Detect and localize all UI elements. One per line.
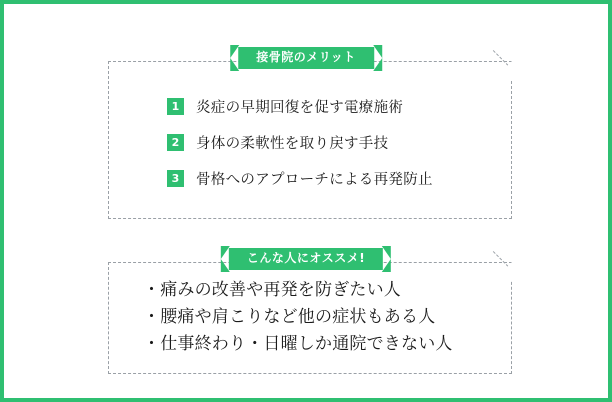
list-item	[167, 89, 493, 123]
list-item	[167, 161, 493, 195]
folded-corner-icon	[492, 62, 511, 81]
merit-item-label: 炎症の早期回復を促す電療施術	[196, 99, 404, 116]
merit-banner	[230, 45, 382, 71]
list-item: ・仕事終わり・日曜しか通院できない人	[143, 333, 453, 354]
recommend-list	[143, 277, 497, 358]
poster-inner	[4, 4, 608, 398]
recommend-card	[108, 262, 512, 374]
merit-list	[167, 89, 493, 197]
ribbon-tail-right-icon	[382, 246, 391, 272]
merit-item-label: 身体の柔軟性を取り戻す手技	[196, 135, 389, 152]
merit-banner-label: 接骨院のメリット	[238, 47, 374, 69]
merit-number-badge: 2	[167, 134, 184, 151]
merit-item-label: 骨格へのアプローチによる再発防止	[196, 171, 433, 188]
list-item: ・腰痛や肩こりなど他の症状もある人	[143, 306, 436, 327]
merit-card	[108, 61, 512, 219]
merit-number-badge: 3	[167, 170, 184, 187]
list-item	[167, 125, 493, 159]
list-item: ・痛みの改善や再発を防ぎたい人	[143, 280, 401, 300]
merit-number-badge: 1	[167, 98, 184, 115]
recommend-banner	[221, 246, 391, 272]
recommend-banner-label: こんな人にオススメ!	[229, 248, 383, 270]
folded-corner-icon	[492, 263, 511, 282]
ribbon-tail-right-icon	[373, 45, 382, 71]
